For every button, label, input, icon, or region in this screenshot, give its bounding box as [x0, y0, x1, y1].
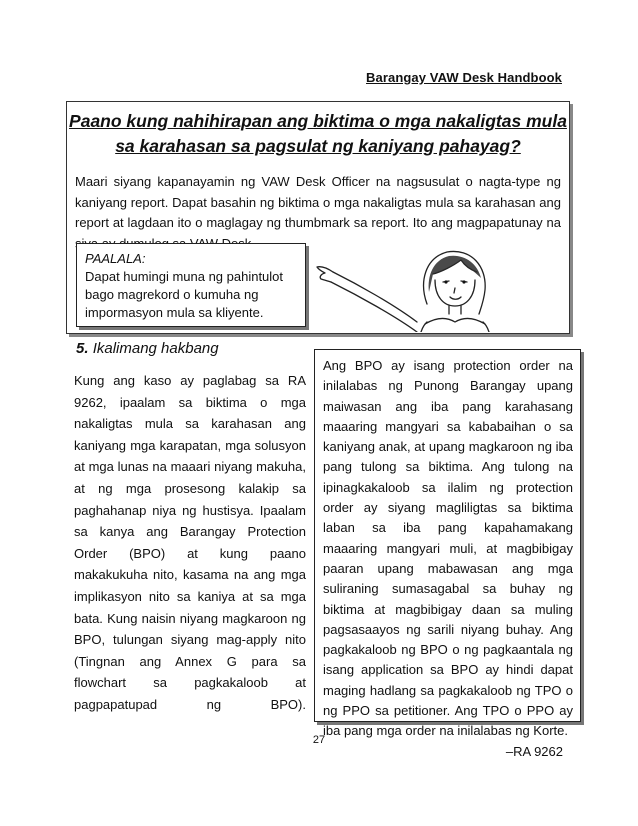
- bpo-definition-text: Ang BPO ay isang protection order na inilalabas ng Punong Barangay upang maiwasan ang iba pang karahasang maaaring mangyari sa kababaihan o sa kaniyang anak, at upang magkaroon ng iba pang tulong sa biktima. Ang tulong na ipinagkakaloob sa ilalim ng protection order ay siyang magliligtas sa biktima laban sa iba pang kapahamakang maaaring mangyari muli, at magbibigay paaran upang mabawasan ang mga suliraning sumasagabal sa buhay ng biktima at magbibigay daan sa muling pagsasaayos ng sarili niyang buhay. Ang pagkakaloob ng BPO o ng pagkaantala ng isang application sa BPO ay hindi dapat maging hadlang sa pagkakaloob ng TPO o ng PPO sa petitioner. Ang TPO o PPO ay iba pang mga order na inilalabas ng Korte.: [323, 358, 573, 739]
- reminder-label: PAALALA:: [85, 251, 146, 266]
- bpo-citation: –RA 9262: [505, 743, 563, 759]
- step-heading: [76, 340, 219, 357]
- reminder-text: Dapat humingi muna ng pahintulot bago magrekord o kumuha ng impormasyon mula sa kliyente.: [85, 269, 284, 320]
- question-body: Maari siyang kapanayamin ng VAW Desk Officer na nagsusulat o nagta-type ng kaniyang report. Dapat basahin ng biktima o mga nakaligtas mula sa karahasan ang report at lagdaan ito o maglagay ng thumbmark sa report. Ito ang magpapatunay na: [75, 174, 561, 230]
- question-title: Paano kung nahihirapan ang biktima o mga nakaligtas mula sa karahasan sa pagsulat ng kaniyang pahayag?: [69, 111, 567, 156]
- step-number: 5.: [76, 340, 89, 357]
- step-body: Kung ang kaso ay paglabag sa RA 9262, ipaalam sa biktima o mga nakaligtas mula sa karahasan ang kaniyang mga karapatan, mga solusyon at mga lunas na maaari niyang makuha, at ng mga prosesong kalakip sa paghahanap niya ng hustisya. Ipaalam sa kanya ang Barangay Protection Order (BPO) at kung paano makakukuha nito, kasama na ang mga implikasyon nito sa kaniya at sa mga bata. Kung naisin niyang magkaroon ng BPO, tulungan siyang mag-apply nito (Tingnan ang Annex G para sa flowchart sa pagkakaloob at pagpapatupad ng BPO).: [74, 373, 306, 712]
- page-number: 27: [312, 734, 326, 746]
- handbook-header: Barangay VAW Desk Handbook: [366, 70, 562, 85]
- reminder-box: [76, 243, 306, 327]
- step-title: Ikalimang hakbang: [92, 340, 219, 357]
- woman-pointing-illustration: [313, 242, 499, 332]
